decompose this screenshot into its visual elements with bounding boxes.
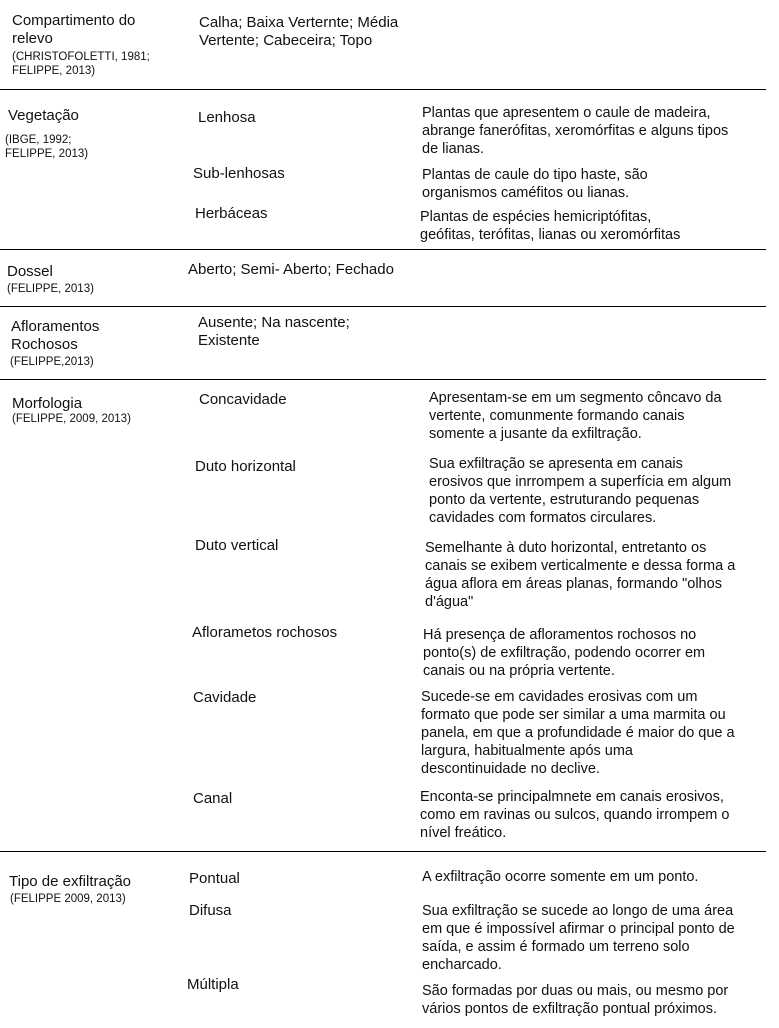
morfologia-ref: (FELIPPE, 2009, 2013) xyxy=(12,413,131,425)
divider xyxy=(0,306,766,307)
dossel-value: Aberto; Semi- Aberto; Fechado xyxy=(188,261,394,278)
divider xyxy=(0,89,766,90)
morfologia-item-desc: Há presença de afloramentos rochosos no ponto(s) de exfiltração, podendo ocorrer em canais ou na própria vertente. xyxy=(423,627,706,679)
exfiltracao-item-name: Difusa xyxy=(189,902,232,919)
morfologia-item-desc: Apresentam-se em um segmento côncavo da vertente, comunmente formando canais somente a jusante da exfiltração. xyxy=(429,390,722,442)
dossel-ref: (FELIPPE, 2013) xyxy=(7,283,94,295)
exfiltracao-item-desc: São formadas por duas ou mais, ou mesmo por vários pontos de exfiltração pontual próximos. xyxy=(422,983,729,1017)
vegetacao-item-desc: Plantas que apresentem o caule de madeira, abrange fanerófitas, xeromórfitas e alguns tipos de lianas. xyxy=(422,105,729,157)
morfologia-item-desc: Enconta-se principalmnete em canais erosivos, como em ravinas ou sulcos, quando irrompem o nível freático. xyxy=(420,789,730,841)
exfiltracao-item-desc: A exfiltração ocorre somente em um ponto. xyxy=(422,869,699,885)
afloramentos-ref: (FELIPPE,2013) xyxy=(10,356,94,368)
relevo-title: Compartimento do relevo xyxy=(12,12,136,47)
exfiltracao-item-name: Pontual xyxy=(189,870,240,887)
exfiltracao-item-name: Múltipla xyxy=(187,976,239,993)
afloramentos-title: Afloramentos Rochosos xyxy=(11,318,100,353)
morfologia-item-name: Cavidade xyxy=(193,689,257,706)
vegetacao-item-name: Herbáceas xyxy=(195,205,268,222)
exfiltracao-title: Tipo de exfiltração xyxy=(9,873,132,890)
morfologia-item-name: Duto vertical xyxy=(195,537,279,554)
vegetacao-item-name: Lenhosa xyxy=(198,109,256,126)
relevo-value: Calha; Baixa Verternte; Média Vertente; Cabeceira; Topo xyxy=(199,14,399,49)
morfologia-item-desc: Sua exfiltração se apresenta em canais erosivos que inrrompem a superfícia em algum ponto da vertente, estruturando pequenas cavidades com formatos circulares. xyxy=(429,456,732,526)
morfologia-title: Morfologia xyxy=(12,395,83,412)
morfologia-item-desc: Semelhante à duto horizontal, entretanto os canais se exibem verticalmente e dessa forma a água aflora em áreas planas, formando "olhos d'água" xyxy=(425,540,736,610)
vegetacao-item-desc: Plantas de caule do tipo haste, são organismos caméfitos ou lianas. xyxy=(422,167,648,201)
vegetacao-item-desc: Plantas de espécies hemicriptófitas, geófitas, terófitas, lianas ou xeromórfitas xyxy=(420,209,681,243)
afloramentos-value: Ausente; Na nascente; Existente xyxy=(198,314,350,349)
vegetacao-item-name: Sub-lenhosas xyxy=(193,165,285,182)
exfiltracao-item-desc: Sua exfiltração se sucede ao longo de uma área em que é impossível afirmar o principal ponto de saída, e assim é formado um terreno solo encharcado. xyxy=(422,903,735,973)
vegetacao-title: Vegetação xyxy=(8,107,79,124)
vegetacao-ref: (IBGE, 1992; FELIPPE, 2013) xyxy=(5,134,89,160)
morfologia-item-name: Aflorametos rochosos xyxy=(192,624,338,641)
divider xyxy=(0,379,766,380)
dossel-title: Dossel xyxy=(7,263,53,280)
relevo-ref: (CHRISTOFOLETTI, 1981; FELIPPE, 2013) xyxy=(12,51,150,77)
divider xyxy=(0,249,766,250)
morfologia-item-name: Canal xyxy=(193,790,233,807)
divider xyxy=(0,851,766,852)
morfologia-item-desc: Sucede-se em cavidades erosivas com um formato que pode ser similar a uma marmita ou panela, em que a profundidade é maior do que a largura, habitualmente após uma descontinuidade no declive. xyxy=(421,689,735,777)
morfologia-item-name: Concavidade xyxy=(199,391,287,408)
exfiltracao-ref: (FELIPPE 2009, 2013) xyxy=(10,893,126,905)
morfologia-item-name: Duto horizontal xyxy=(195,458,296,475)
